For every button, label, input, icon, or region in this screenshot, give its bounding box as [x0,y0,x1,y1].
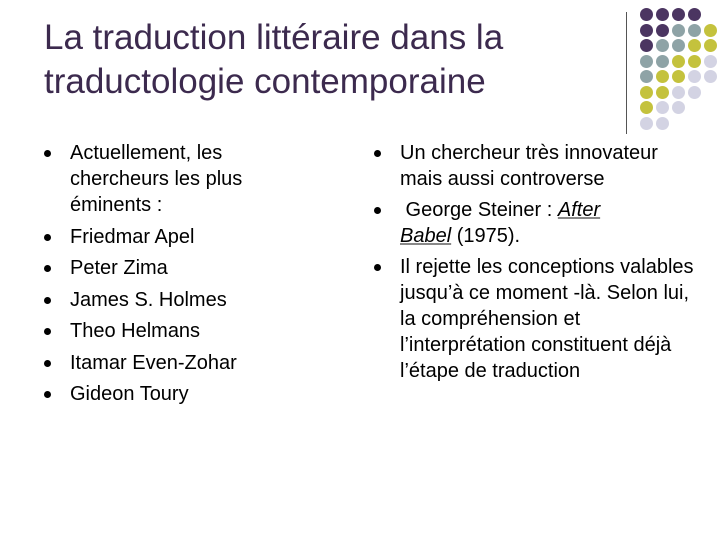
decorative-dot [640,117,653,130]
list-item-text [70,381,344,407]
decorative-dot [672,86,685,99]
decorative-dot [672,39,685,52]
bullet-icon [44,297,51,304]
slide-title [44,16,624,104]
decorative-dot [656,117,669,130]
decorative-dot [656,86,669,99]
decorative-dot [640,39,653,52]
left-bullet-list [44,140,344,413]
bullet-icon [44,150,51,157]
decorative-dot [640,86,653,99]
decorative-dot [656,24,669,37]
book-title-part: After [557,199,601,221]
list-item-text [70,350,344,376]
list-item [374,254,694,384]
text-line: controverse [500,168,605,190]
list-item [44,318,344,344]
bullet-icon [374,207,381,214]
text-line: compréhension et [421,308,581,330]
decorative-dot [656,55,669,68]
text-line: Actuellement, les [70,142,223,164]
list-item [44,224,344,250]
text-line: Theo Helmans [70,320,201,342]
text-segment: George Steiner : [400,199,558,221]
list-item-text [70,318,344,344]
text-line: Itamar Even-Zohar [70,351,237,374]
decorative-dot [704,39,717,52]
list-item [374,197,694,249]
decorative-dot [640,8,653,21]
right-bullet-list [374,140,694,389]
decorative-dot [688,8,701,21]
text-line: Friedmar Apel [70,225,195,248]
text-line: Peter Zima [70,257,168,279]
list-item-text [70,224,344,250]
list-item-text [70,140,344,218]
decorative-dot [704,70,717,83]
text-line: James S. Holmes [70,288,227,311]
decorative-dot [656,8,669,21]
bullet-icon [374,264,381,271]
decorative-dot [688,86,701,99]
decorative-dot [672,8,685,21]
text-line: Il rejette les conceptions [400,256,615,278]
decorative-dot [672,55,685,68]
bullet-icon [44,234,51,241]
slide-title-line-1: La traduction littéraire dans la [44,18,504,57]
decorative-dot [656,70,669,83]
text-line: l’interprétation constituent [400,334,628,356]
list-item-text [70,287,344,313]
decorative-dot [672,70,685,83]
decorative-dot [688,24,701,37]
decorative-dot [656,101,669,114]
decorative-dot [704,24,717,37]
decorative-dot [688,39,701,52]
list-item-text [70,255,344,281]
bullet-icon [44,265,51,272]
list-item-text [400,197,694,249]
text-line: déjà l’étape de traduction [400,334,672,382]
decorative-dot [672,24,685,37]
text-line: valables jusqu’à ce moment [400,256,694,304]
list-item [44,350,344,376]
list-item [44,140,344,218]
decorative-dot [640,101,653,114]
decorative-dot-grid [640,8,720,132]
text-line: éminents : [70,194,163,216]
decorative-dot [640,70,653,83]
bullet-icon [44,328,51,335]
decorative-dot [672,101,685,114]
decorative-dot [688,55,701,68]
list-item [374,140,694,192]
text-line: Gideon Toury [70,383,189,405]
decorative-dot [704,55,717,68]
list-item-text [400,140,694,192]
list-item [44,381,344,407]
decorative-dot [688,70,701,83]
text-line: chercheurs les plus [70,168,243,190]
slide-title-line-2: traductologie contemporaine [44,62,486,101]
text-line: Un chercheur très [400,142,559,164]
bullet-icon [44,360,51,367]
book-title-part: Babel [400,225,452,247]
decorative-dot [656,39,669,52]
bullet-icon [44,391,51,398]
list-item [44,255,344,281]
list-item-text [400,254,694,384]
text-line: innovateur mais aussi [400,142,658,190]
text-line: -là. Selon lui, la [400,282,690,330]
text-segment: (1975). [451,225,521,247]
decorative-dot [640,24,653,37]
list-item [44,287,344,313]
decorative-dot [640,55,653,68]
decorative-divider [626,12,627,134]
bullet-icon [374,150,381,157]
